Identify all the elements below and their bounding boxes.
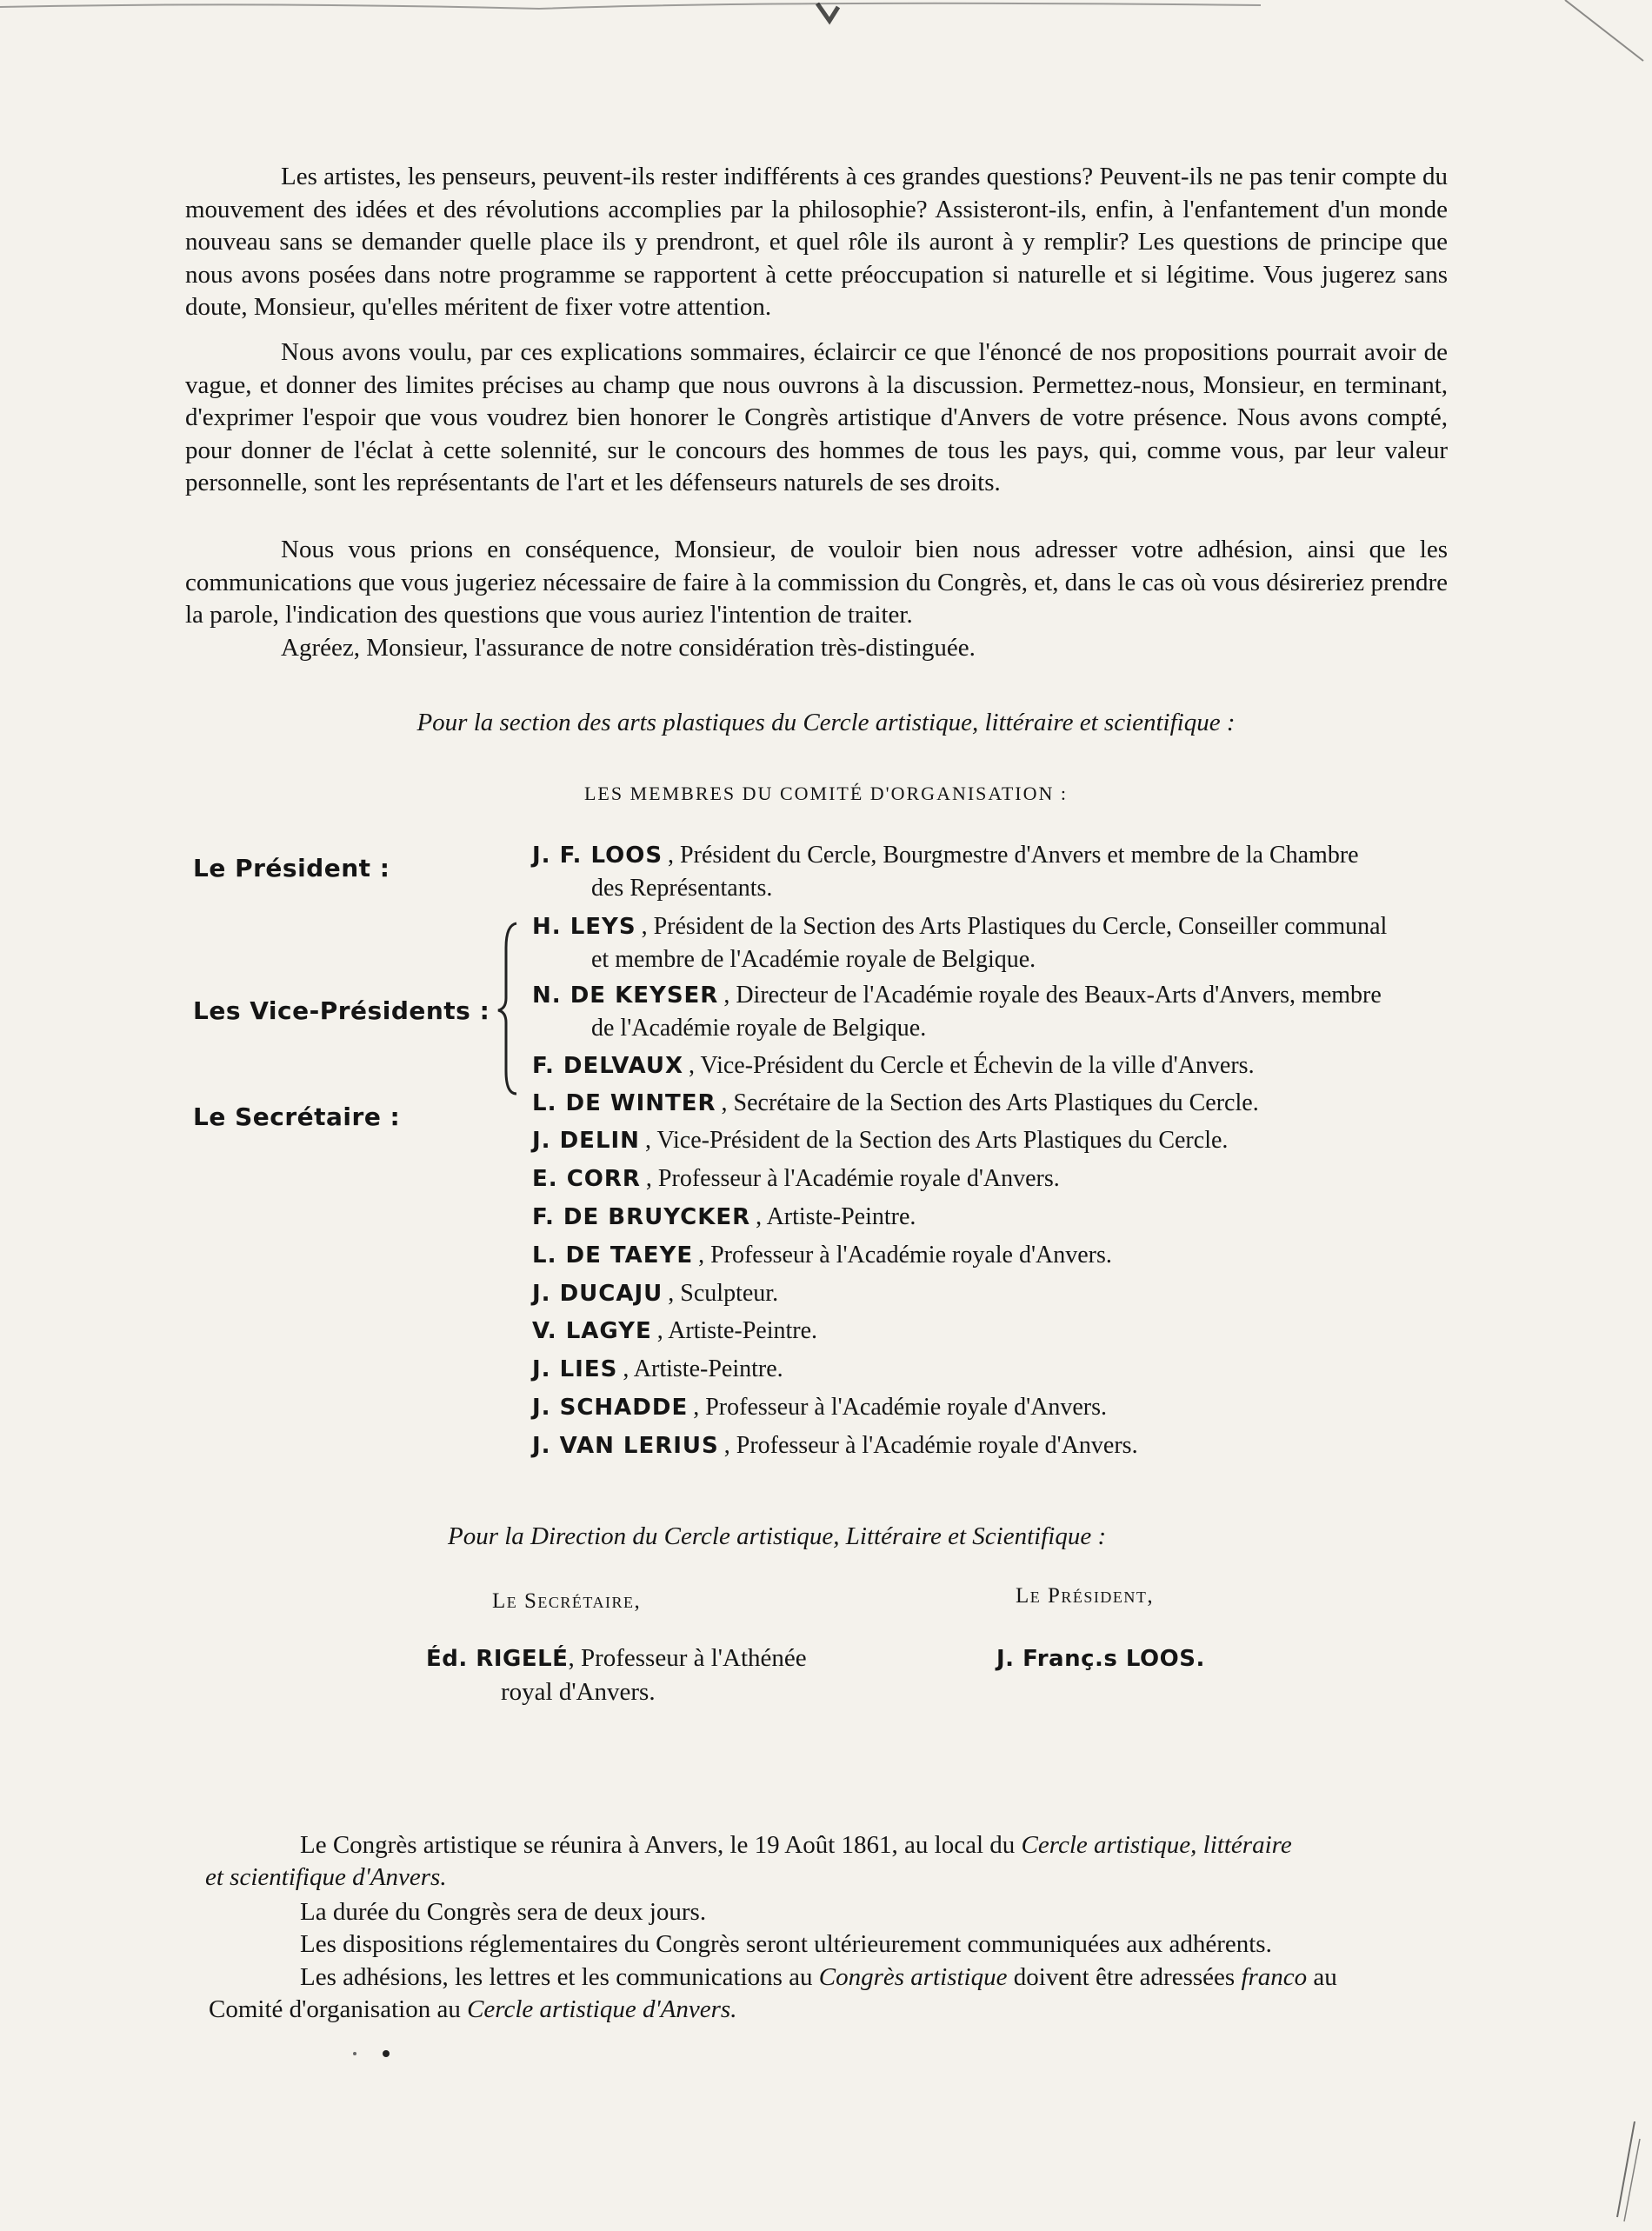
scan-mark-top bbox=[0, 0, 1652, 104]
member-name: J. F. LOOS bbox=[532, 842, 663, 869]
member-row bbox=[532, 1124, 1471, 1157]
member-row bbox=[532, 1049, 1471, 1082]
paragraph-3: Nous vous prions en conséquence, Monsieur, de vouloir bien nous adresser votre adhésion, ainsi que les communications que vous jugeriez nécessaire de faire à la commission du Congrès, et, dans le cas où vous désireriez prendre la parole, l'indication des questions que vous auriez l'intention de traiter. bbox=[185, 536, 1448, 629]
member-row bbox=[532, 1162, 1471, 1195]
committee-heading: LES MEMBRES DU COMITÉ D'ORGANISATION : bbox=[583, 783, 1069, 804]
note-4-cont bbox=[209, 1994, 736, 2027]
member-name: J. LIES bbox=[532, 1356, 618, 1382]
member-name: L. DE TAEYE bbox=[532, 1242, 694, 1269]
member-row bbox=[532, 1087, 1471, 1120]
member-name: J. SCHADDE bbox=[532, 1395, 689, 1421]
member-name: H. LEYS bbox=[532, 914, 636, 940]
note-4-text-c: au bbox=[1307, 1963, 1337, 1991]
signature-left-title: Le Secrétaire, bbox=[492, 1589, 642, 1613]
note-3: Les dispositions réglementaires du Congrès seront ultérieurement communiquées aux adhérents. bbox=[300, 1930, 1272, 1958]
member-row bbox=[532, 1391, 1471, 1424]
signature-left-desc-cont: royal d'Anvers. bbox=[501, 1678, 656, 1706]
paragraph-2: Nous avons voulu, par ces explications sommaires, éclaircir ce que l'énoncé de nos propositions pourrait avoir de vague, et donner des limites précises au champ que nous ouvrons à la discussion. Permettez-nous, Monsieur, en terminant, d'exprimer l'espoir que vous voudrez bien honorer le Congrès artistique d'Anvers de votre présence. Nous avons compté, pour donner de l'éclat à cette solennité, sur le concours des hommes de tous les pays, qui, comme vous, par leur valeur personnelle, sont les représentants de l'art et les défenseurs naturels de ses droits. bbox=[185, 338, 1448, 496]
note-4-text-b: doivent être adressées bbox=[1007, 1963, 1242, 1991]
member-desc-cont: des Représentants. bbox=[591, 875, 773, 902]
member-desc: , Professeur à l'Académie royale d'Anvers. bbox=[693, 1394, 1108, 1421]
note-2: La durée du Congrès sera de deux jours. bbox=[300, 1898, 707, 1926]
member-name: N. DE KEYSER bbox=[532, 982, 719, 1009]
member-row bbox=[532, 1277, 1471, 1310]
role-president: Le Président : bbox=[193, 854, 390, 882]
section-line: Pour la section des arts plastiques du Cercle artistique, littéraire et scientifique : bbox=[416, 709, 1236, 736]
member-row bbox=[532, 839, 1471, 905]
member-desc: , Artiste-Peintre. bbox=[623, 1355, 783, 1382]
note-4 bbox=[300, 1961, 1337, 1995]
note-4-cont-text: Comité d'organisation au bbox=[209, 1995, 468, 2023]
member-row bbox=[532, 1429, 1471, 1462]
member-name: V. LAGYE bbox=[532, 1318, 652, 1344]
member-name: E. CORR bbox=[532, 1166, 641, 1192]
note-4-cont-italic: Cercle artistique d'Anvers. bbox=[467, 1995, 737, 2023]
member-name: J. DELIN bbox=[532, 1128, 640, 1154]
member-row bbox=[532, 1353, 1471, 1386]
role-vice-presidents: Les Vice-Présidents : bbox=[193, 996, 490, 1025]
signature-left bbox=[426, 1642, 807, 1708]
member-name: F. DELVAUX bbox=[532, 1053, 684, 1079]
direction-line: Pour la Direction du Cercle artistique, Littéraire et Scientifique : bbox=[448, 1522, 1107, 1550]
member-desc: , Professeur à l'Académie royale d'Anvers. bbox=[723, 1432, 1138, 1459]
signature-right-name: J. Franç.s LOOS. bbox=[996, 1646, 1205, 1672]
signature-left-name: Éd. RIGELÉ bbox=[426, 1646, 569, 1672]
member-name: F. DE BRUYCKER bbox=[532, 1204, 751, 1230]
paragraph-4: Agréez, Monsieur, l'assurance de notre considération très-distinguée. bbox=[281, 634, 976, 662]
member-desc: , Secrétaire de la Section des Arts Plastiques du Cercle. bbox=[721, 1089, 1259, 1116]
note-1-text: Le Congrès artistique se réunira à Anvers, le 19 Août 1861, au local du bbox=[300, 1831, 1022, 1859]
note-1-italic: Cercle artistique, littéraire bbox=[1021, 1831, 1292, 1859]
member-row bbox=[532, 1315, 1471, 1348]
member-desc-cont: de l'Académie royale de Belgique. bbox=[591, 1015, 927, 1042]
member-name: J. VAN LERIUS bbox=[532, 1433, 719, 1459]
member-desc: , Président de la Section des Arts Plastiques du Cercle, Conseiller communal bbox=[641, 913, 1388, 940]
member-name: L. DE WINTER bbox=[532, 1090, 716, 1116]
member-row bbox=[532, 979, 1471, 1045]
signature-left-desc: , Professeur à l'Athénée bbox=[568, 1644, 807, 1672]
signature-right bbox=[996, 1642, 1205, 1675]
member-desc: , Vice-Président du Cercle et Échevin de la ville d'Anvers. bbox=[689, 1052, 1255, 1079]
member-name: J. DUCAJU bbox=[532, 1281, 663, 1307]
member-desc: , Sculpteur. bbox=[668, 1280, 779, 1307]
member-row bbox=[532, 910, 1471, 976]
member-desc: , Artiste-Peintre. bbox=[656, 1317, 818, 1344]
member-desc: , Vice-Président de la Section des Arts Plastiques du Cercle. bbox=[644, 1127, 1229, 1154]
member-desc: , Professeur à l'Académie royale d'Anvers. bbox=[698, 1242, 1112, 1269]
note-1-cont: et scientifique d'Anvers. bbox=[205, 1863, 447, 1891]
note-1 bbox=[300, 1829, 1292, 1862]
member-desc-cont: et membre de l'Académie royale de Belgique. bbox=[591, 946, 1036, 973]
scan-mark-corner bbox=[1600, 2121, 1643, 2226]
note-4-text-a: Les adhésions, les lettres et les communications au bbox=[300, 1963, 819, 1991]
member-row bbox=[532, 1239, 1471, 1272]
role-secretary: Le Secrétaire : bbox=[193, 1102, 401, 1131]
member-row bbox=[532, 1201, 1471, 1234]
brace-icon bbox=[496, 922, 522, 1096]
member-desc: , Directeur de l'Académie royale des Beaux-Arts d'Anvers, membre bbox=[723, 982, 1382, 1009]
note-4-italic-a: Congrès artistique bbox=[818, 1963, 1008, 1991]
signature-right-title: Le Président, bbox=[1016, 1584, 1155, 1608]
member-desc: , Artiste-Peintre. bbox=[756, 1203, 916, 1230]
member-desc: , Professeur à l'Académie royale d'Anvers. bbox=[645, 1165, 1060, 1192]
member-desc: , Président du Cercle, Bourgmestre d'Anvers et membre de la Chambre bbox=[668, 842, 1359, 869]
note-4-italic-b: franco bbox=[1241, 1963, 1308, 1991]
scan-mark-bottom bbox=[348, 2035, 400, 2069]
paragraph-1: Les artistes, les penseurs, peuvent-ils rester indifférents à ces grandes questions? Peuvent-ils ne pas tenir compte du mouvement des idées et des révolutions accomplies par la philosophie? Assisteront-ils, enfin, à l'enfantement d'un monde nouveau sans se demander quelle place ils y prendront, et quel rôle ils auront à y remplir? Les questions de principe que nous avons posées dans notre programme se rapportent à cette préoccupation si naturelle et si légitime. Vous jugerez sans doute, Monsieur, qu'elles méritent de fixer votre attention. bbox=[185, 163, 1448, 321]
